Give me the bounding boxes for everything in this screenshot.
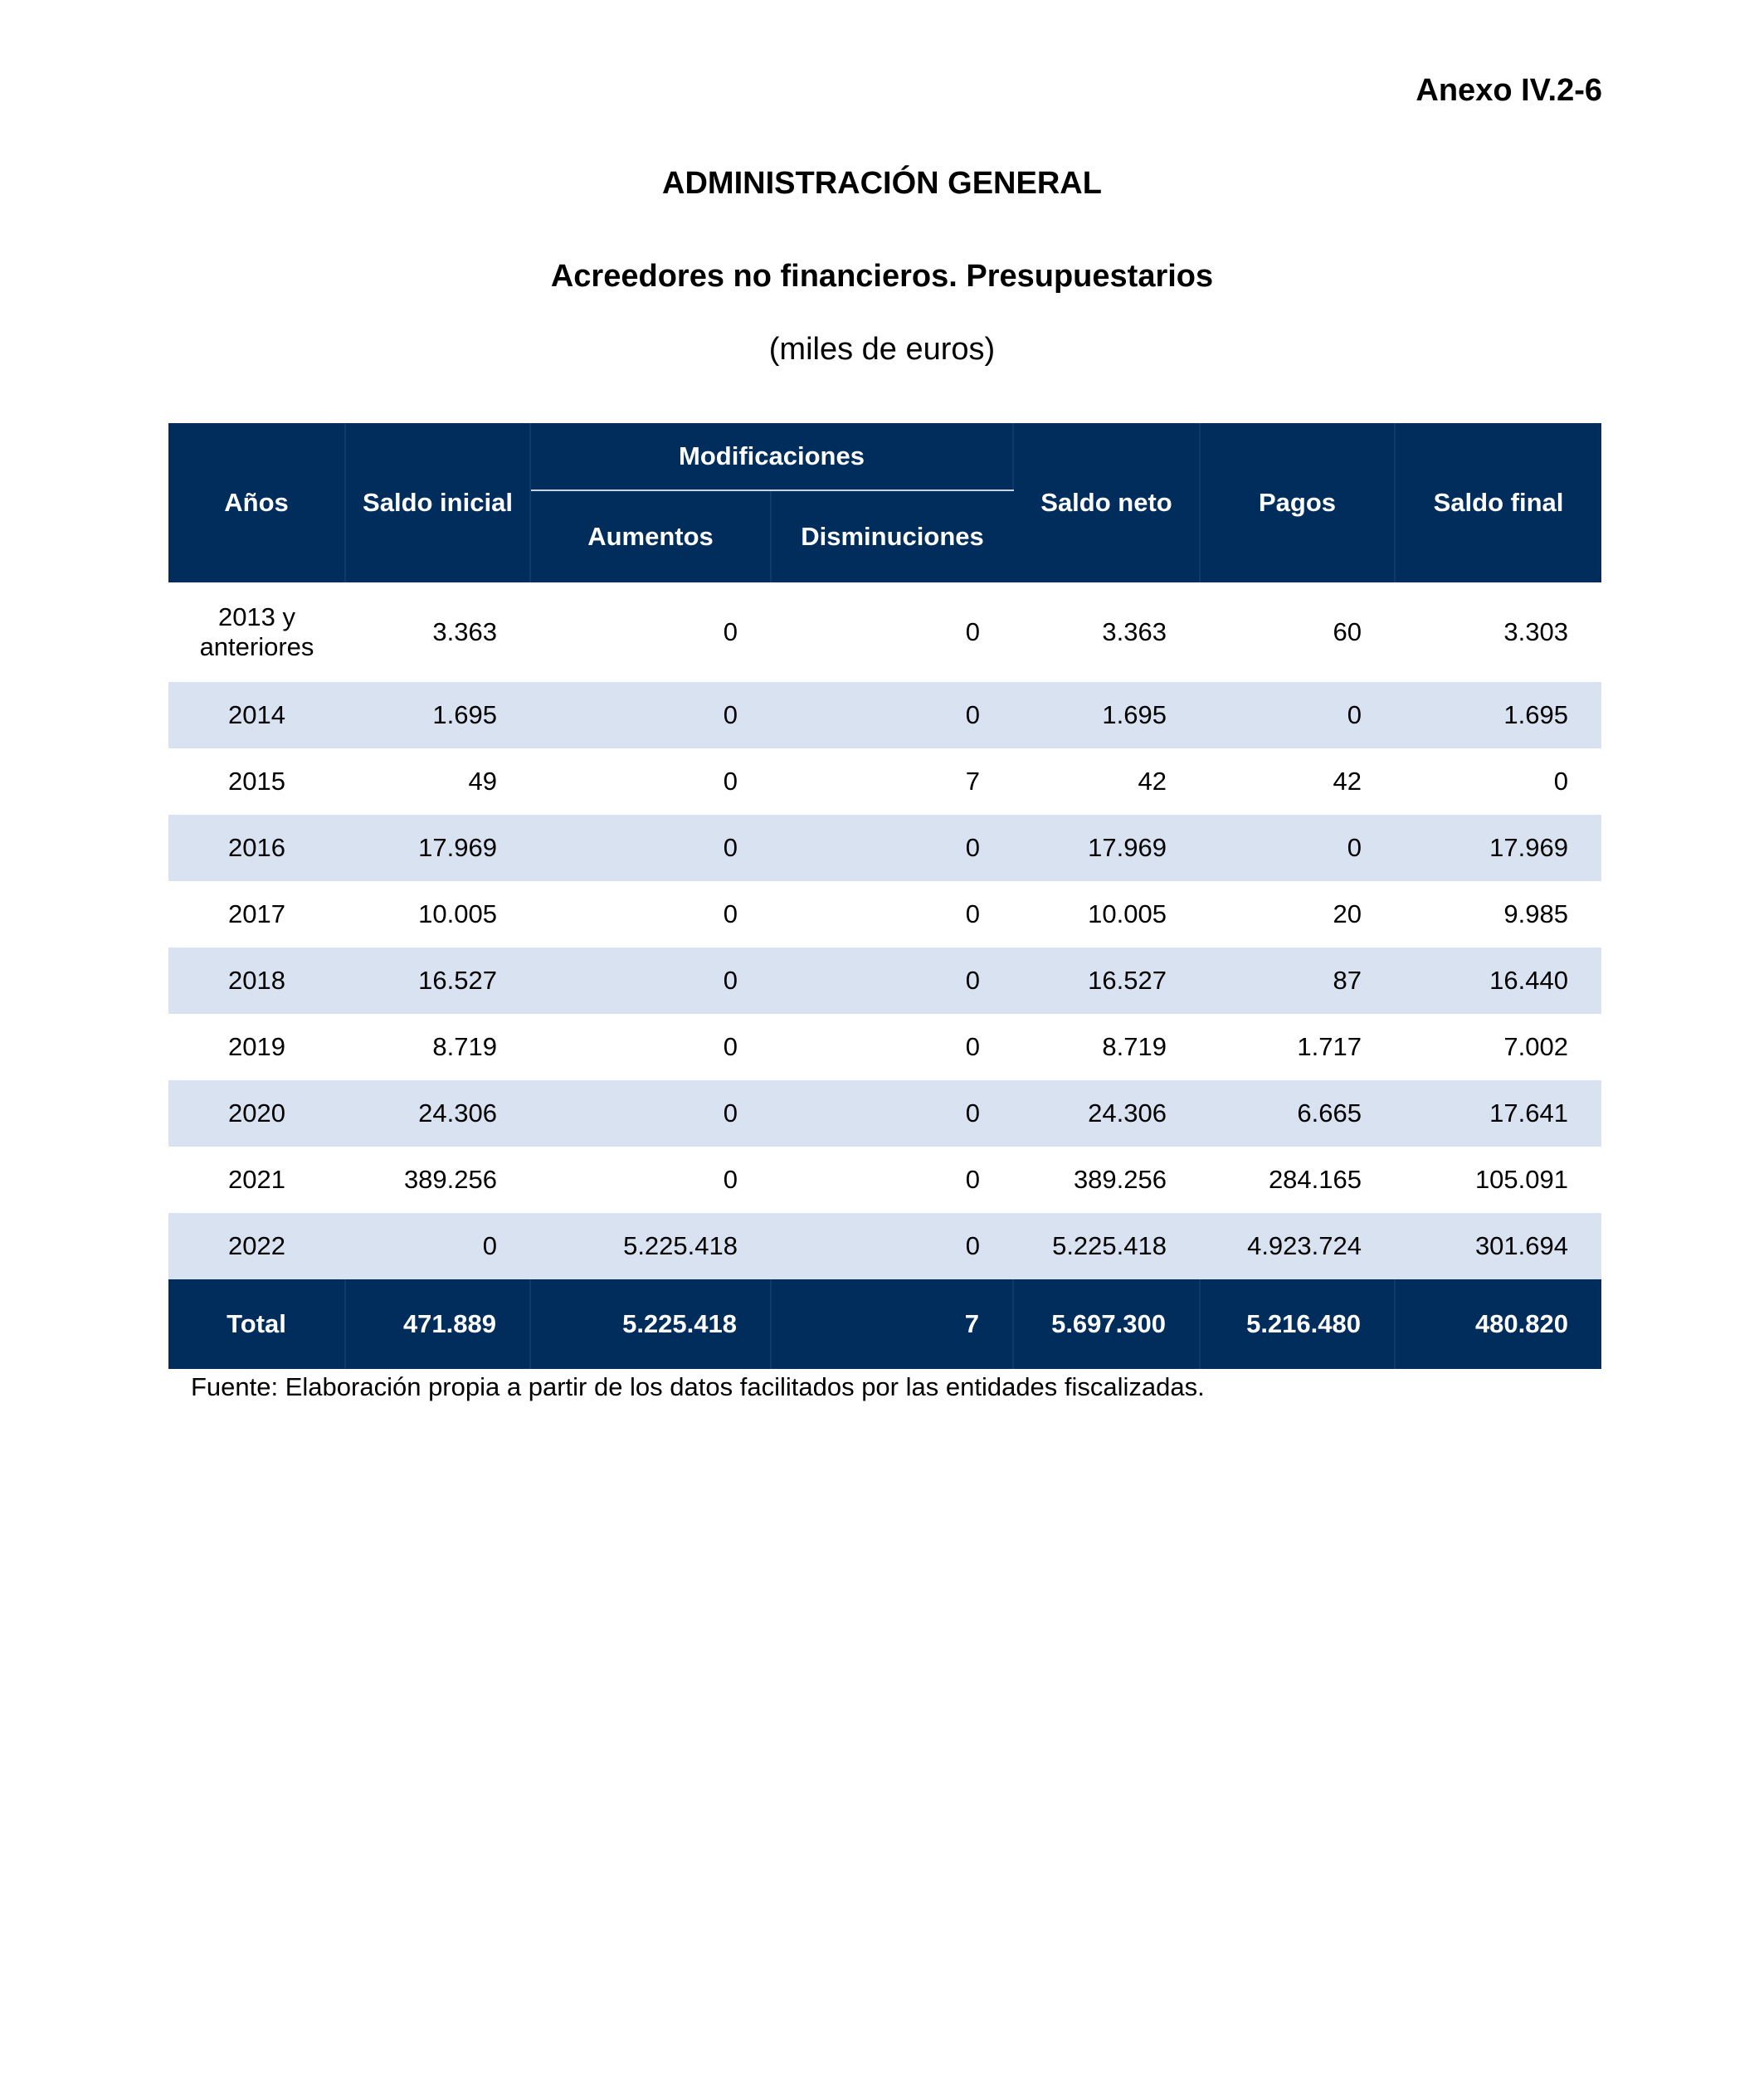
initial-cell: 0 xyxy=(345,1213,530,1279)
decreases-cell: 0 xyxy=(771,815,1013,881)
payments-cell: 1.717 xyxy=(1297,1032,1362,1061)
year-cell: 2014 xyxy=(168,682,345,748)
payments-cell: 6.665 xyxy=(1200,1080,1395,1147)
total-final-cell: 480.820 xyxy=(1395,1279,1601,1369)
increases-cell: 5.225.418 xyxy=(530,1213,771,1279)
final-cell: 16.440 xyxy=(1395,947,1601,1014)
header-payments: Pagos xyxy=(1200,423,1395,582)
total-payments-cell: 5.216.480 xyxy=(1200,1279,1395,1369)
payments-cell: 60 xyxy=(1333,617,1362,646)
decreases-cell: 0 xyxy=(965,1165,980,1194)
increases-cell: 0 xyxy=(723,899,738,928)
final-cell: 301.694 xyxy=(1395,1213,1601,1279)
annex-label: Anexo IV.2-6 xyxy=(1416,73,1602,108)
payments-cell: 20 xyxy=(1333,899,1362,928)
decreases-cell: 0 xyxy=(965,1032,980,1061)
year-cell: 2019 xyxy=(228,1032,285,1061)
header-row-1 xyxy=(168,423,1601,490)
table-row xyxy=(168,1147,1601,1213)
payments-cell: 284.165 xyxy=(1268,1165,1362,1194)
initial-cell: 8.719 xyxy=(432,1032,497,1061)
increases-cell: 0 xyxy=(723,1165,738,1194)
year-cell: 2015 xyxy=(228,767,285,796)
net-cell: 1.695 xyxy=(1013,682,1200,748)
increases-cell: 0 xyxy=(530,815,771,881)
final-cell: 17.641 xyxy=(1395,1080,1601,1147)
final-cell: 9.985 xyxy=(1503,899,1568,928)
creditors-table xyxy=(168,423,1601,1369)
net-cell: 24.306 xyxy=(1013,1080,1200,1147)
initial-cell: 1.695 xyxy=(345,682,530,748)
final-cell: 105.091 xyxy=(1474,1165,1568,1194)
total-label: Total xyxy=(168,1279,345,1369)
decreases-cell: 7 xyxy=(965,767,980,796)
header-net-balance: Saldo neto xyxy=(1013,423,1200,582)
net-cell: 5.225.418 xyxy=(1013,1213,1200,1279)
net-cell: 10.005 xyxy=(1088,899,1167,928)
final-cell: 3.303 xyxy=(1503,617,1568,646)
increases-cell: 0 xyxy=(530,1080,771,1147)
table-subtitle: Acreedores no financieros. Presupuestarios xyxy=(550,259,1214,294)
increases-cell: 0 xyxy=(723,1032,738,1061)
source-note: Fuente: Elaboración propia a partir de los datos facilitados por las entidades fiscalizadas. xyxy=(191,1372,1205,1401)
table-row xyxy=(168,815,1601,881)
initial-cell: 49 xyxy=(468,767,497,796)
year-cell: 2018 xyxy=(168,947,345,1014)
net-cell: 17.969 xyxy=(1013,815,1200,881)
initial-cell: 17.969 xyxy=(345,815,530,881)
year-line-2: anteriores xyxy=(199,632,314,661)
total-net-cell: 5.697.300 xyxy=(1013,1279,1200,1369)
decreases-cell: 0 xyxy=(965,617,980,646)
net-cell: 16.527 xyxy=(1013,947,1200,1014)
table-row xyxy=(168,881,1601,947)
decreases-cell: 0 xyxy=(771,682,1013,748)
table-row xyxy=(168,582,1601,682)
decreases-cell: 0 xyxy=(771,1080,1013,1147)
table-row xyxy=(168,682,1601,748)
increases-cell: 0 xyxy=(723,767,738,796)
year-cell: 2017 xyxy=(228,899,285,928)
initial-cell: 3.363 xyxy=(432,617,497,646)
net-cell: 389.256 xyxy=(1073,1165,1167,1194)
net-cell: 8.719 xyxy=(1102,1032,1167,1061)
total-initial-cell: 471.889 xyxy=(345,1279,530,1369)
header-increases: Aumentos xyxy=(530,490,771,582)
header-decreases: Disminuciones xyxy=(771,490,1013,582)
header-years: Años xyxy=(168,423,345,582)
increases-cell: 0 xyxy=(530,682,771,748)
header-modifications: Modificaciones xyxy=(530,423,1013,490)
year-cell: 2022 xyxy=(168,1213,345,1279)
initial-cell: 10.005 xyxy=(418,899,497,928)
year-cell xyxy=(168,582,345,682)
decreases-cell: 0 xyxy=(771,1213,1013,1279)
total-row xyxy=(168,1279,1601,1369)
payments-cell: 87 xyxy=(1200,947,1395,1014)
total-decreases-cell: 7 xyxy=(771,1279,1013,1369)
payments-cell: 42 xyxy=(1333,767,1362,796)
initial-cell: 16.527 xyxy=(345,947,530,1014)
initial-cell: 24.306 xyxy=(345,1080,530,1147)
payments-cell: 4.923.724 xyxy=(1200,1213,1395,1279)
year-cell: 2016 xyxy=(168,815,345,881)
header-final-balance: Saldo final xyxy=(1395,423,1601,582)
increases-cell: 0 xyxy=(530,947,771,1014)
year-line-1: 2013 y xyxy=(217,602,296,631)
payments-cell: 0 xyxy=(1200,815,1395,881)
total-increases-cell: 5.225.418 xyxy=(530,1279,771,1369)
net-cell: 42 xyxy=(1138,767,1167,796)
decreases-cell: 0 xyxy=(771,947,1013,1014)
page-title: ADMINISTRACIÓN GENERAL xyxy=(662,166,1102,201)
final-cell: 17.969 xyxy=(1395,815,1601,881)
increases-cell: 0 xyxy=(723,617,738,646)
table-row xyxy=(168,947,1601,1014)
final-cell: 0 xyxy=(1553,767,1568,796)
table-row xyxy=(168,1080,1601,1147)
header-initial-balance: Saldo inicial xyxy=(345,423,530,582)
table-row xyxy=(168,1213,1601,1279)
net-cell: 3.363 xyxy=(1102,617,1167,646)
year-cell: 2020 xyxy=(168,1080,345,1147)
final-cell: 1.695 xyxy=(1395,682,1601,748)
table-row xyxy=(168,748,1601,815)
payments-cell: 0 xyxy=(1200,682,1395,748)
final-cell: 7.002 xyxy=(1503,1032,1568,1061)
year-cell: 2021 xyxy=(228,1165,285,1194)
table-row xyxy=(168,1014,1601,1080)
initial-cell: 389.256 xyxy=(403,1165,497,1194)
decreases-cell: 0 xyxy=(965,899,980,928)
units-note: (miles de euros) xyxy=(768,332,996,367)
